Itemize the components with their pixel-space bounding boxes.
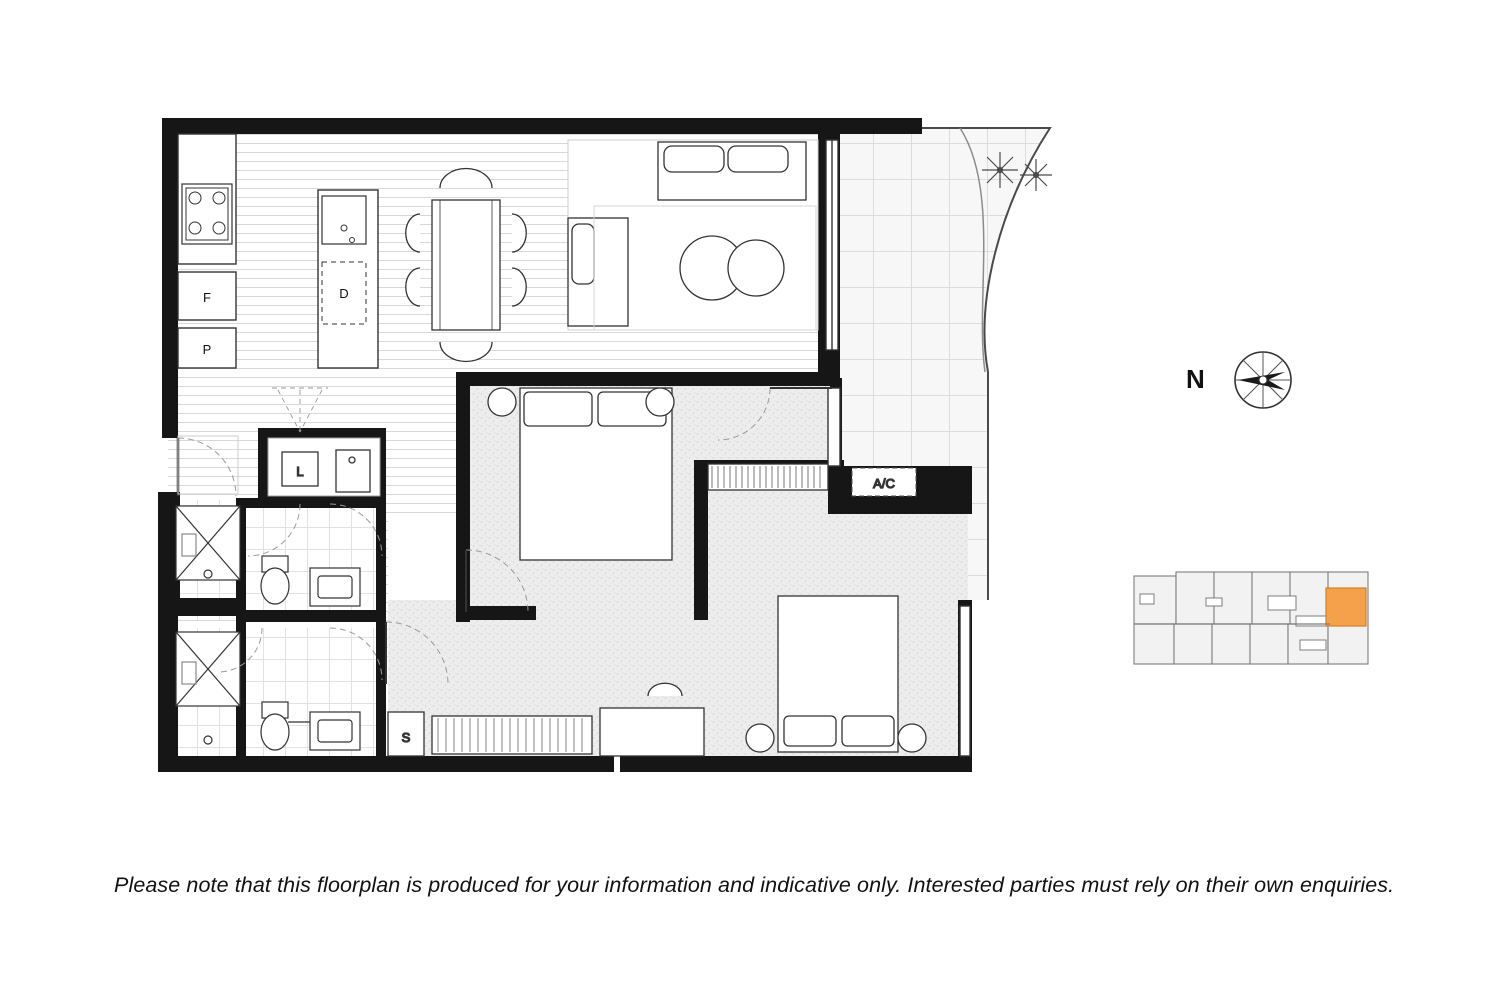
label-laundry: L <box>296 464 304 479</box>
living-setting <box>568 140 818 330</box>
label-fridge: F <box>203 290 211 305</box>
label-pantry: P <box>202 342 212 357</box>
compass-north-label: N <box>1186 364 1206 394</box>
compass-rose-icon <box>1235 352 1291 408</box>
disclaimer-text: Please note that this floorplan is produced for your information and indicative only. Interested parties must rely on their own enquiries. <box>114 873 1395 897</box>
building-key-plan <box>1134 572 1368 664</box>
label-store: S <box>401 730 411 745</box>
label-dishwasher: D <box>339 286 349 301</box>
label-air-conditioning: A/C <box>873 476 895 491</box>
unit-highlight <box>1326 588 1366 626</box>
